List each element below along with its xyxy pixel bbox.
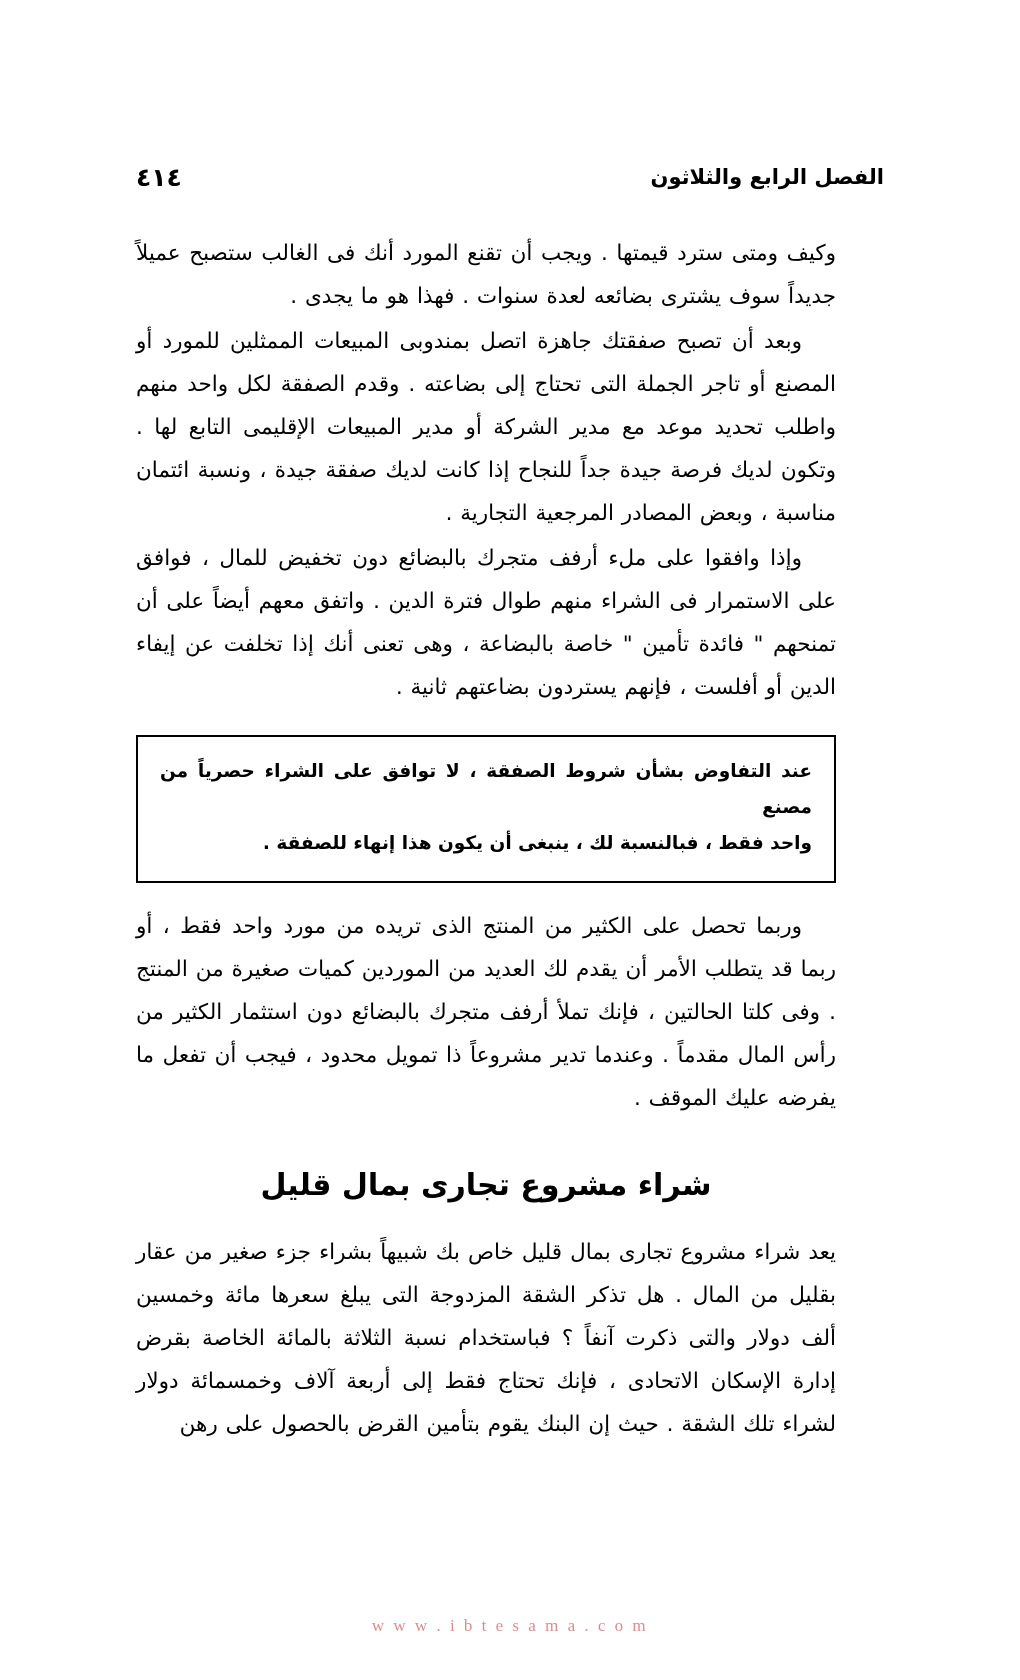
callout-box — [136, 735, 836, 883]
callout-line-1: عند التفاوض بشأن شروط الصفقة ، لا توافق على الشراء حصرياً من مصنع — [160, 761, 812, 818]
section-heading: شراء مشروع تجارى بمال قليل — [260, 1168, 712, 1203]
running-head — [136, 160, 884, 194]
body-paragraph: وكيف ومتى سترد قيمتها . ويجب أن تقنع المورد أنك فى الغالب ستصبح عميلاً جديداً سوف يشترى بضائعه لعدة سنوات . فهذا هو ما يجدى . — [136, 241, 836, 309]
body-paragraph: يعد شراء مشروع تجارى بمال قليل خاص بك شبيهاً بشراء جزء صغير من عقار بقليل من المال . هل تذكر الشقة المزدوجة التى يبلغ سعرها مائة وخمسين ألف دولار والتى ذكرت آنفاً ؟ فباستخدام نسبة الثلاثة بالمائة الخاصة بقرض إدارة الإسكان الاتحادى ، فإنك تحتاج فقط إلى أربعة آلاف وخمسمائة دولار لشراء تلك الشقة . حيث إن البنك يقوم بتأمين القرض بالحصول على رهن — [136, 1239, 836, 1437]
footer-watermark: w w w . i b t e s a m a . c o m — [371, 1616, 649, 1635]
body-paragraph: وإذا وافقوا على ملء أرفف متجرك بالبضائع دون تخفيض للمال ، فوافق على الاستمرار فى الشراء منهم طوال فترة الدين . واتفق معهم أيضاً على أن تمنحهم " فائدة تأمين " خاصة بالبضاعة ، وهى تعنى أنك إذا تخلفت عن إيفاء الدين أو أفلست ، فإنهم يستردون بضاعتهم ثانية . — [136, 546, 836, 700]
body-paragraph: وربما تحصل على الكثير من المنتج الذى تريده من مورد واحد فقط ، أو ربما قد يتطلب الأمر أن يقدم لك العديد من الموردين كميات صغيرة من المنتج . وفى كلتا الحالتين ، فإنك تملأ أرفف متجرك بالبضائع دون استثمار الكثير من رأس المال مقدماً . وعندما تدير مشروعاً ذا تمويل محدود ، فيجب أن تفعل ما يفرضه عليك الموقف . — [136, 914, 836, 1111]
body-content — [136, 232, 836, 1448]
body-paragraph: وبعد أن تصبح صفقتك جاهزة اتصل بمندوبى المبيعات الممثلين للمورد أو المصنع أو تاجر الجملة التى تحتاج إلى بضاعته . وقدم الصفقة لكل واحد منهم واطلب تحديد موعد مع مدير الشركة أو مدير المبيعات الإقليمى التابع لها . وتكون لديك فرصة جيدة جداً للنجاح إذا كانت لديك صفقة جيدة ، ونسبة ائتمان مناسبة ، وبعض المصادر المرجعية التجارية . — [136, 329, 836, 526]
page-number: ٤١٤ — [136, 162, 182, 192]
callout-line-2: واحد فقط ، فبالنسبة لك ، ينبغى أن يكون هذا إنهاء للصفقة . — [262, 833, 812, 854]
spacer — [136, 883, 836, 905]
chapter-title: الفصل الرابع والثلاثون — [650, 164, 884, 189]
